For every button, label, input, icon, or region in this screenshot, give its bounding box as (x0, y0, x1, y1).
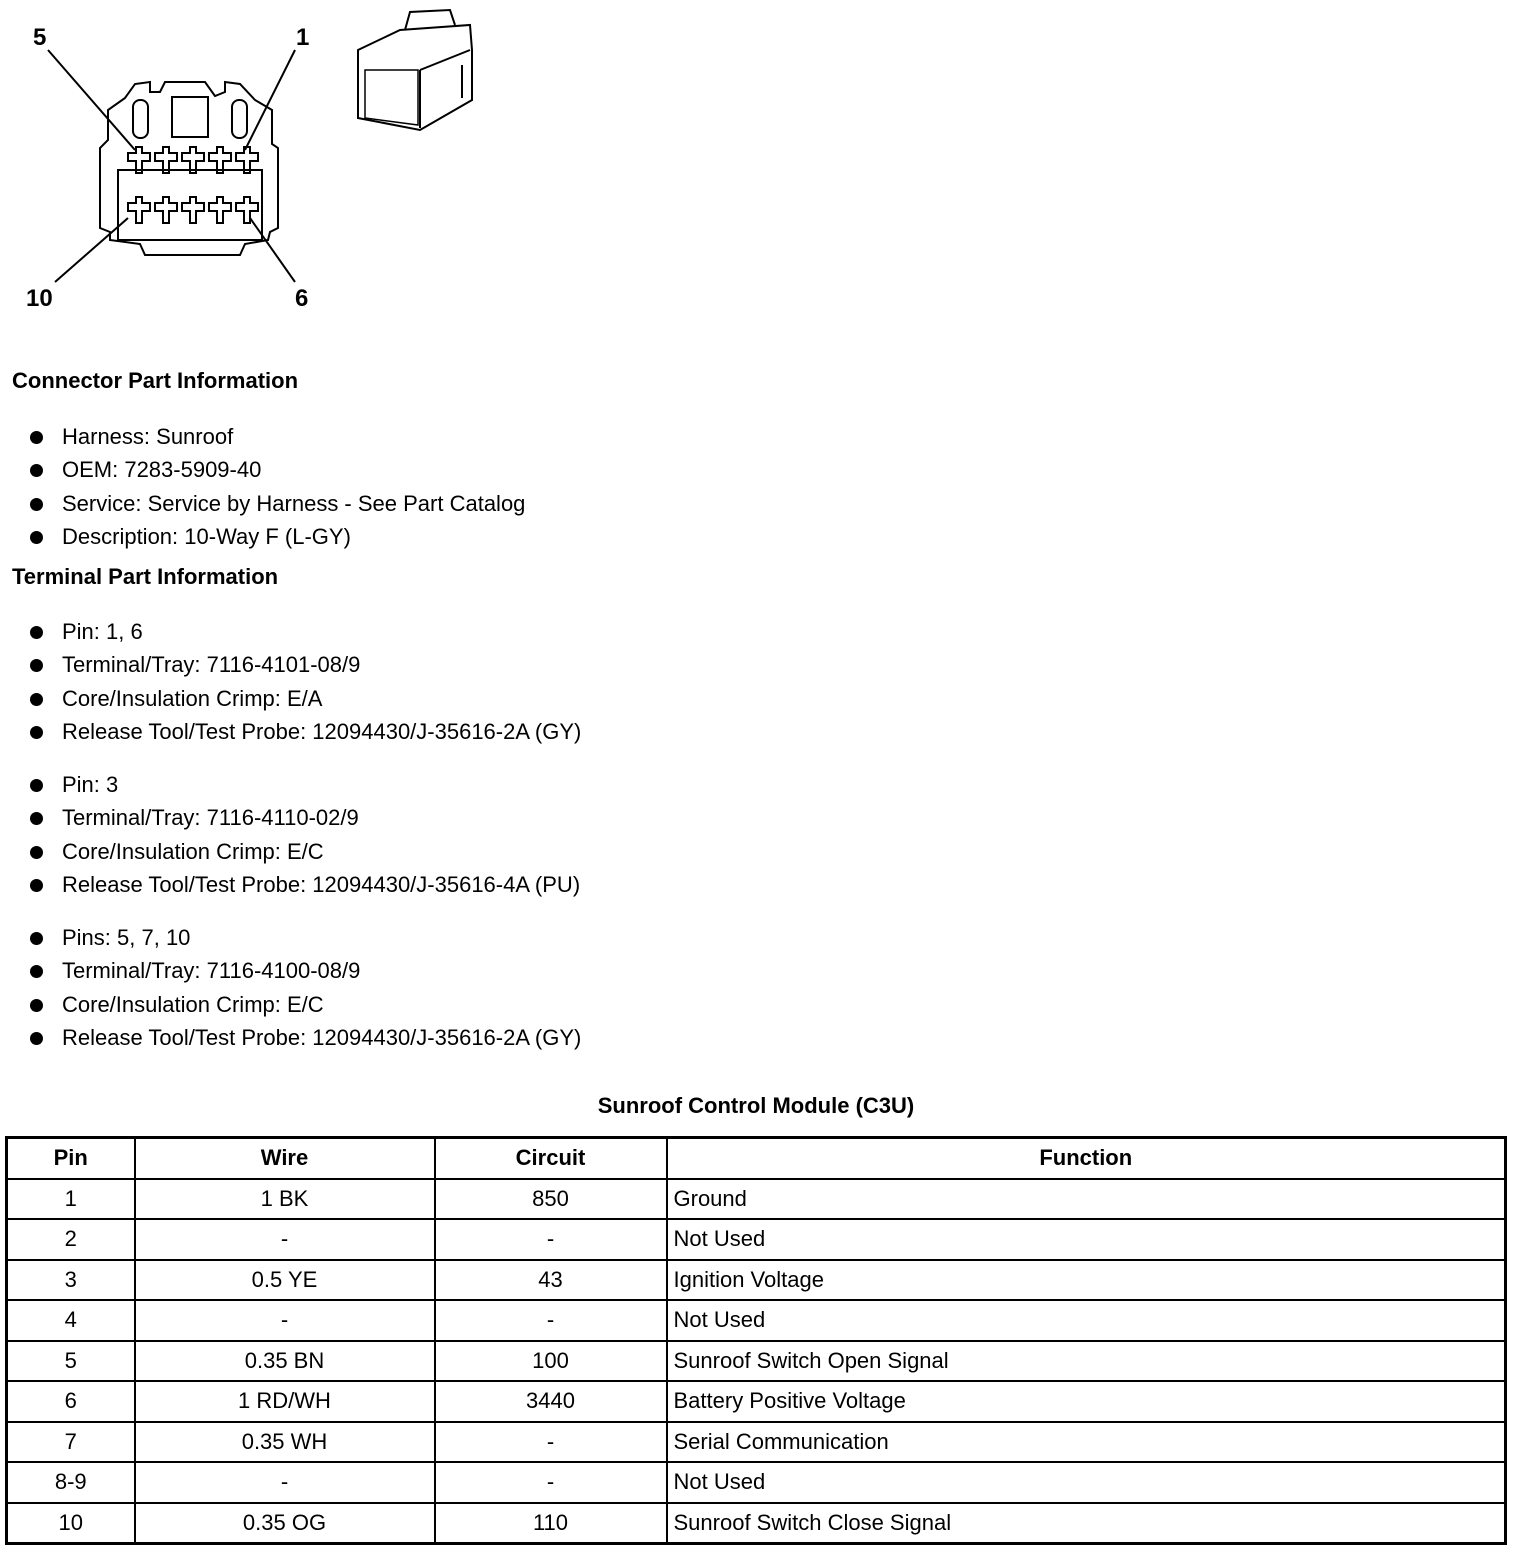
terminal-cavity (236, 197, 258, 223)
list-item: Service: Service by Harness - See Part Catalog (28, 487, 525, 520)
cell-pin: 1 (7, 1179, 135, 1220)
cell-function: Sunroof Switch Open Signal (667, 1341, 1506, 1382)
cell-function: Serial Communication (667, 1422, 1506, 1463)
cell-circuit: 43 (435, 1260, 667, 1301)
list-item: Core/Insulation Crimp: E/C (28, 988, 581, 1021)
pin-label-5: 5 (33, 24, 47, 51)
cell-wire: - (135, 1219, 435, 1260)
table-row (7, 1179, 1506, 1220)
cell-function: Not Used (667, 1219, 1506, 1260)
list-item: Terminal/Tray: 7116-4110-02/9 (28, 801, 580, 834)
terminal-cavity (182, 197, 204, 223)
terminal-cavity (128, 197, 150, 223)
terminal-cavity (209, 197, 231, 223)
table-title: Sunroof Control Module (C3U) (597, 1093, 915, 1118)
list-item: Core/Insulation Crimp: E/C (28, 835, 580, 868)
list-item: Terminal/Tray: 7116-4100-08/9 (28, 954, 581, 987)
list-item: Pin: 1, 6 (28, 615, 581, 648)
pin-label-6: 6 (295, 285, 309, 312)
cell-function: Not Used (667, 1462, 1506, 1503)
cell-pin: 7 (7, 1422, 135, 1463)
pin-label-1: 1 (296, 24, 310, 51)
cell-wire: 0.35 OG (135, 1503, 435, 1544)
table-header-row (7, 1138, 1506, 1179)
list-item: Pins: 5, 7, 10 (28, 921, 581, 954)
table-row (7, 1341, 1506, 1382)
list-item: Release Tool/Test Probe: 12094430/J-35616-4A (PU) (28, 868, 580, 901)
list-item: Harness: Sunroof (28, 420, 525, 453)
header-function: Function (667, 1138, 1506, 1179)
cell-pin: 3 (7, 1260, 135, 1301)
list-item: Release Tool/Test Probe: 12094430/J-35616-2A (GY) (28, 1021, 581, 1054)
header-wire: Wire (135, 1138, 435, 1179)
cell-pin: 2 (7, 1219, 135, 1260)
cell-wire: - (135, 1462, 435, 1503)
cell-wire: 0.35 WH (135, 1422, 435, 1463)
pinout-table (5, 1136, 1507, 1545)
cell-function: Ground (667, 1179, 1506, 1220)
cell-circuit: - (435, 1422, 667, 1463)
cell-function: Ignition Voltage (667, 1260, 1506, 1301)
terminal-group-2 (28, 768, 580, 901)
list-item: Description: 10-Way F (L-GY) (28, 520, 525, 553)
table-row (7, 1503, 1506, 1544)
cell-circuit: 110 (435, 1503, 667, 1544)
cell-circuit: 100 (435, 1341, 667, 1382)
cell-circuit: 3440 (435, 1381, 667, 1422)
cell-pin: 8-9 (7, 1462, 135, 1503)
cell-function: Sunroof Switch Close Signal (667, 1503, 1506, 1544)
cell-wire: 1 RD/WH (135, 1381, 435, 1422)
cell-wire: 1 BK (135, 1179, 435, 1220)
table-row (7, 1219, 1506, 1260)
cell-function: Battery Positive Voltage (667, 1381, 1506, 1422)
table-row (7, 1300, 1506, 1341)
cell-circuit: - (435, 1300, 667, 1341)
list-item: Terminal/Tray: 7116-4101-08/9 (28, 648, 581, 681)
cell-circuit: - (435, 1219, 667, 1260)
cell-circuit: - (435, 1462, 667, 1503)
terminal-cavity (155, 197, 177, 223)
cell-pin: 5 (7, 1341, 135, 1382)
cell-pin: 4 (7, 1300, 135, 1341)
cell-wire: 0.35 BN (135, 1341, 435, 1382)
connector-info-list (28, 420, 525, 553)
terminal-group-1 (28, 615, 581, 748)
table-row (7, 1422, 1506, 1463)
pin-label-10: 10 (26, 285, 53, 312)
list-item: OEM: 7283-5909-40 (28, 453, 525, 486)
list-item: Pin: 3 (28, 768, 580, 801)
table-row (7, 1381, 1506, 1422)
cell-function: Not Used (667, 1300, 1506, 1341)
cell-pin: 10 (7, 1503, 135, 1544)
header-circuit: Circuit (435, 1138, 667, 1179)
list-item: Core/Insulation Crimp: E/A (28, 682, 581, 715)
connector-face-drawing (0, 0, 520, 330)
cell-circuit: 850 (435, 1179, 667, 1220)
connector-part-info-heading: Connector Part Information (12, 368, 299, 393)
cell-pin: 6 (7, 1381, 135, 1422)
cell-wire: - (135, 1300, 435, 1341)
cell-wire: 0.5 YE (135, 1260, 435, 1301)
table-row (7, 1462, 1506, 1503)
terminal-group-3 (28, 921, 581, 1054)
table-row (7, 1260, 1506, 1301)
list-item: Release Tool/Test Probe: 12094430/J-35616-2A (GY) (28, 715, 581, 748)
header-pin: Pin (7, 1138, 135, 1179)
terminal-part-info-heading: Terminal Part Information (12, 564, 279, 589)
